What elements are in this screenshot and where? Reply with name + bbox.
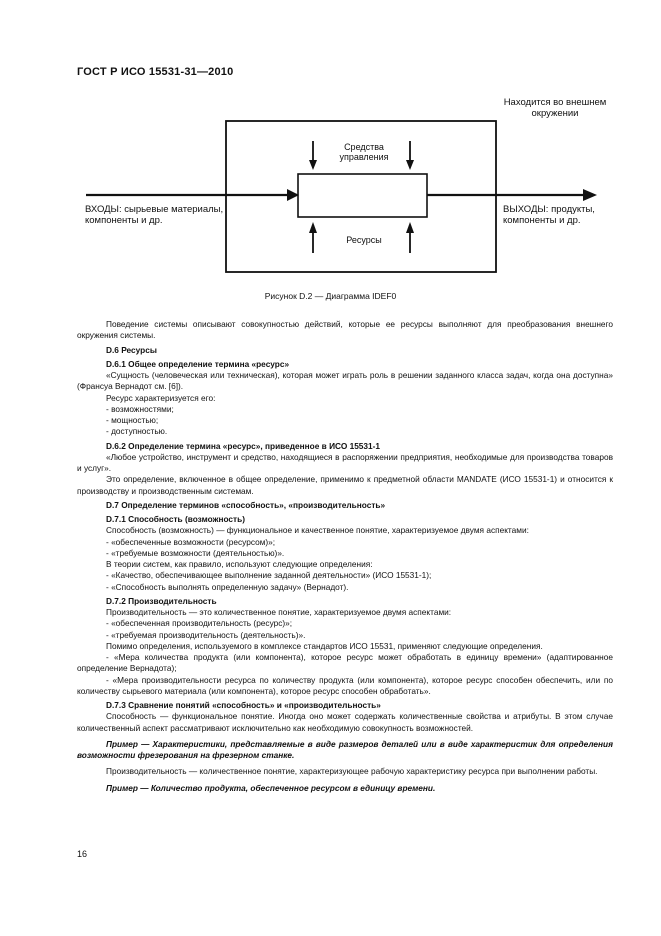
outputs-label-line: компоненты и др.	[503, 215, 581, 226]
paragraph: «Любое устройство, инструмент и средство, находящиеся в распоряжении предприятия, необходимые для производства товаров и услуг».	[77, 451, 613, 473]
paragraph: Производительность — это количественное понятие, характеризуемое двумя аспектами:	[106, 607, 452, 617]
section-heading: D.6 Ресурсы	[106, 344, 157, 355]
paragraph: В теории систем, как правило, используют следующие определения:	[106, 559, 373, 569]
resource-arrowhead-right	[406, 222, 414, 233]
paragraph: Помимо определения, используемого в комплексе стандартов ИСО 15531, применяют следующие определения.	[106, 640, 543, 651]
paragraph: Это определение, включенное в общее определение, применимо к предметной области MANDATE (ИСО 15531-1) и относится к производству и производственным системам.	[77, 474, 613, 496]
inputs-label-line: компоненты и др.	[85, 215, 163, 226]
subsection-heading: D.6.2 Определение термина «ресурс», приведенное в ИСО 15531-1	[106, 440, 381, 451]
paragraph: «Сущность (человеческая или техническая), которая может играть роль в решении заданного класса задач, когда она доступна» (Франсуа Вернадот см. [6]).	[77, 370, 613, 392]
list-item: - «Способность выполнять определенную задачу» (Вернадот).	[106, 581, 349, 592]
list-item: - «Мера производительности ресурса по количеству продукта (или компонента), которое ресурс способен обеспечить, или по количеству сырьевого материала (или компонента), которое ресурс способен обработать».	[77, 674, 613, 696]
controls-label	[324, 142, 404, 162]
controls-label-line: Средства	[344, 142, 384, 152]
inputs-label	[85, 204, 230, 226]
inputs-label-line: ВХОДЫ: сырьевые материалы,	[85, 204, 224, 215]
section-heading: D.7 Определение терминов «способность», «производительность»	[106, 499, 386, 510]
outputs-label	[503, 204, 613, 226]
external-label-line: окружении	[531, 108, 579, 119]
list-item: - «обеспеченная производительность (ресурс)»;	[106, 618, 293, 629]
example-note: Пример — Количество продукта, обеспеченное ресурсом в единицу времени.	[106, 782, 436, 793]
paragraph: Ресурс характеризуется его:	[106, 392, 216, 403]
figure-caption: Рисунок D.2 — Диаграмма IDEF0	[264, 291, 397, 301]
output-arrowhead	[583, 189, 597, 201]
paragraph: Способность — функциональное понятие. Иногда оно может содержать количественные свойства и атрибуты. В этом случае количественный аспект рассматривают исключительно как необходимую совокупность возможностей.	[77, 711, 613, 733]
outputs-label-line: ВЫХОДЫ: продукты,	[503, 204, 595, 215]
idef0-diagram	[0, 0, 661, 300]
list-item: - «требуемая производительность (деятельность)».	[106, 629, 306, 640]
control-arrowhead-left	[309, 160, 317, 170]
subsection-heading: D.6.1 Общее определение термина «ресурс»	[106, 358, 290, 369]
external-label-line: Находится во внешнем	[503, 97, 607, 108]
control-arrowhead-right	[406, 160, 414, 170]
list-item: - «требуемые возможности (деятельностью)».	[106, 547, 285, 558]
list-item: - мощностью;	[106, 415, 159, 425]
subsection-heading: D.7.2 Производительность	[106, 595, 217, 606]
body-text	[77, 319, 613, 796]
list-item: - «Мера количества продукта (или компонента), которое ресурс может обработать в единицу времени» (адаптированное определение Вернадота);	[77, 652, 613, 674]
list-item: - «Качество, обеспечивающее выполнение заданной деятельности» (ИСО 15531-1);	[106, 570, 432, 581]
resource-arrowhead-left	[309, 222, 317, 233]
example-note: Пример — Характеристики, представляемые в виде размеров деталей или в виде характеристик для определения возможности фрезерования на фрезерном станке.	[77, 738, 613, 760]
paragraph: Поведение системы описывают совокупностью действий, которые ее ресурсы выполняют для преобразования внешнего окружения системы.	[77, 319, 613, 341]
list-item: - доступностью.	[106, 426, 168, 437]
page-header: ГОСТ Р ИСО 15531-31—2010	[77, 66, 234, 78]
subsection-heading: D.7.3 Сравнение понятий «способность» и «производительность»	[106, 700, 381, 710]
paragraph: Производительность — количественное понятие, характеризующее рабочую характеристику ресурса при выполнении работы.	[106, 766, 598, 777]
resources-label: Ресурсы	[346, 235, 382, 245]
paragraph: Способность (возможность) — функциональное и качественное понятие, характеризуемое двумя аспектами:	[106, 525, 529, 536]
page-number: 16	[77, 849, 88, 859]
list-item: - возможностями;	[106, 403, 174, 414]
list-item: - «обеспеченные возможности (ресурсом)»;	[106, 536, 276, 547]
external-environment-label	[490, 97, 620, 119]
controls-label-line: управления	[339, 152, 389, 162]
activity-box	[298, 174, 427, 217]
subsection-heading: D.7.1 Способность (возможность)	[106, 514, 245, 524]
